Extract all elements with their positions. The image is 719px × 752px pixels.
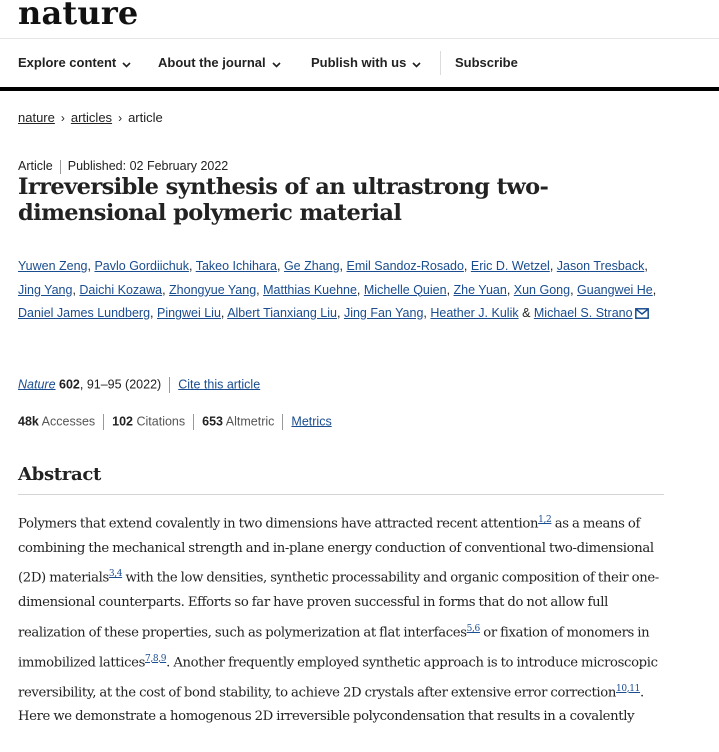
reference-link[interactable]: 3,4 (108, 569, 123, 580)
author-separator: , (339, 259, 347, 273)
published-date: Published: 02 February 2022 (67, 159, 229, 173)
nav-underline-bar (0, 87, 719, 91)
citation-line (18, 377, 260, 393)
abstract-heading: Abstract (18, 464, 102, 485)
author-link[interactable]: Emil Sandoz-Rosado (346, 259, 464, 273)
metrics-divider (193, 414, 194, 430)
altmetric-label: Altmetric (225, 414, 275, 429)
author-separator: , (220, 306, 228, 320)
author-link[interactable]: Albert Tianxiang Liu (227, 306, 337, 320)
author-link[interactable]: Zhe Yuan (453, 282, 507, 297)
author-link[interactable]: Daichi Kozawa (79, 282, 163, 297)
author-link[interactable]: Yuwen Zeng (18, 259, 88, 273)
author-link[interactable]: Xun Gong (513, 282, 571, 297)
accesses-label: Accesses (41, 414, 96, 429)
nav-label: Subscribe (455, 55, 518, 70)
breadcrumb-separator: › (118, 111, 123, 125)
author-separator: , (446, 282, 454, 297)
citations-count: 102 (112, 414, 134, 429)
altmetric-score: 653 (202, 414, 223, 429)
article-title: Irreversible synthesis of an ultrastrong two-dimensional polymeric material (18, 174, 549, 226)
author-separator: , (356, 282, 364, 297)
author-separator: , (162, 282, 170, 297)
article-metrics (18, 414, 332, 430)
author-link[interactable]: Pavlo Gordiichuk (94, 259, 189, 273)
citation-divider (169, 377, 170, 393)
author-link[interactable]: Jing Yang (18, 282, 73, 297)
nav-subscribe[interactable] (455, 39, 518, 87)
author-separator: , (570, 282, 578, 297)
reference-link[interactable]: 7,8,9 (145, 653, 167, 664)
chevron-down-icon (272, 40, 281, 88)
author-separator: , (336, 306, 344, 320)
author-separator: , (150, 306, 157, 320)
envelope-icon[interactable] (635, 304, 649, 328)
author-link[interactable]: Guangwei He (577, 282, 653, 297)
breadcrumb-current: article (128, 110, 163, 125)
reference-link[interactable]: 5,6 (466, 623, 480, 634)
breadcrumb-articles[interactable]: articles (70, 110, 113, 125)
abstract-text: Polymers that extend covalently in two dimensions have attracted recent attention$^{1,2}$ as a means of combining the mechanical strength and in-plane energy conduction of conventional two-dimensional (2D) materials$^{3,4}$ with the low densities, synthetic processability and organic composition of their one-dimensional counterparts. Efforts so far have proven successful in forms that do not allow full realization of these properties, such as polymerization at flat interfaces$^{5,6}$ or fixation of monomers in immobilized lattices$^{7,8,9}$. Another frequently employed synthetic approach is to introduce microscopic reversibility, at the cost of bond stability, to achieve 2D crystals after extensive error correction$^{10,11}$. Here we demonstrate a homogenous 2D irreversible polycondensation that results in a covalently (18, 515, 659, 725)
author-separator: , (256, 282, 264, 297)
author-link[interactable]: Jing Fan Yang (343, 306, 424, 320)
author-link[interactable]: Pingwei Liu (156, 306, 221, 320)
cite-this-article-link[interactable]: Cite this article (178, 377, 261, 392)
author-link[interactable]: Jason Tresback (556, 259, 645, 273)
nav-explore-content[interactable] (18, 39, 131, 87)
reference-link[interactable]: 10,11 (616, 683, 641, 694)
author-link[interactable]: Heather J. Kulik (430, 306, 519, 320)
author-separator: , (549, 259, 557, 273)
author-separator: , (72, 282, 80, 297)
nature-logo[interactable]: nature (18, 0, 139, 32)
metrics-link[interactable]: Metrics (291, 414, 332, 429)
nav-label: Explore content (18, 55, 117, 70)
breadcrumb (18, 110, 163, 125)
author-separator: , (188, 259, 196, 273)
breadcrumb-nature[interactable]: nature (18, 110, 55, 125)
author-separator: & (518, 306, 534, 320)
accesses-count: 48k (18, 414, 39, 429)
citations-label: Citations (136, 414, 186, 429)
author-separator: , (506, 282, 514, 297)
nav-label: Publish with us (311, 55, 407, 70)
nav-publish-with-us[interactable] (311, 39, 421, 87)
journal-link[interactable]: Nature (18, 377, 56, 392)
author-link[interactable]: Michael S. Strano (533, 306, 633, 320)
author-separator: , (644, 259, 648, 273)
reference-link[interactable]: 1,2 (538, 515, 552, 525)
author-link[interactable]: Takeo Ichihara (195, 259, 277, 273)
abstract-divider (18, 494, 664, 495)
chevron-down-icon (412, 40, 421, 88)
author-link[interactable]: Zhongyue Yang (169, 282, 257, 297)
metrics-divider (282, 414, 283, 430)
author-link[interactable]: Daniel James Lundberg (18, 306, 151, 320)
author-separator: , (423, 306, 431, 320)
nav-about-journal[interactable] (158, 39, 281, 87)
article-meta (18, 159, 228, 174)
nav-label: About the journal (158, 55, 266, 70)
author-separator: , (652, 282, 657, 297)
volume: 602 (59, 377, 80, 392)
nav-divider (440, 51, 441, 75)
author-link[interactable]: Ge Zhang (283, 259, 340, 273)
meta-divider (60, 160, 61, 174)
main-nav (0, 39, 719, 87)
article-type: Article (18, 159, 53, 173)
chevron-down-icon (122, 40, 131, 88)
breadcrumb-separator: › (60, 111, 65, 125)
author-link[interactable]: Michelle Quien (363, 282, 447, 297)
author-separator: , (463, 259, 471, 273)
author-link[interactable]: Matthias Kuehne (263, 282, 357, 297)
author-link[interactable]: Eric D. Wetzel (470, 259, 550, 273)
author-list (18, 255, 658, 328)
pages-year: , 91–95 (2022) (79, 377, 162, 392)
author-separator: , (277, 259, 284, 273)
metrics-divider (103, 414, 104, 430)
author-separator: , (87, 259, 95, 273)
